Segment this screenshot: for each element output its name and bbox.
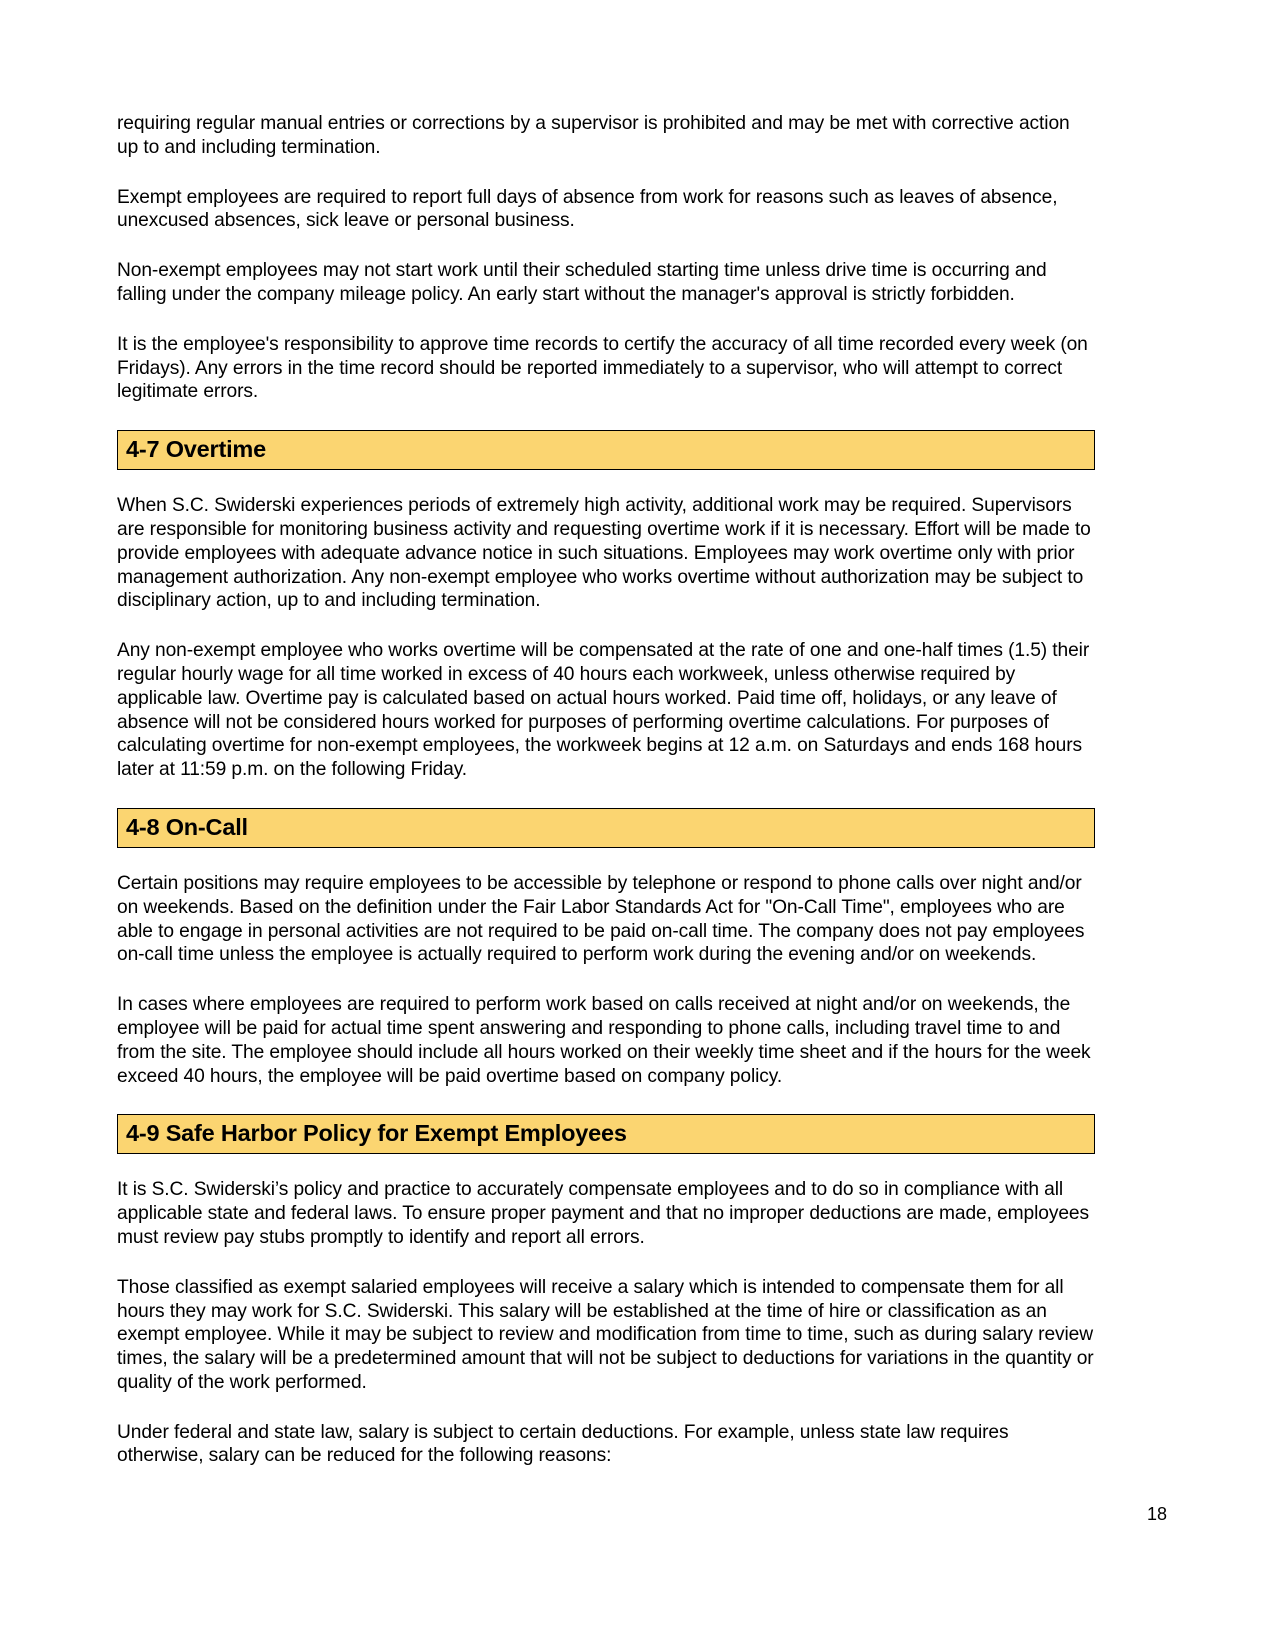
- paragraph-overtime-high-activity: When S.C. Swiderski experiences periods of extremely high activity, additional work may be required. Supervisors are responsible for monitoring business activity and requesting overtime work if it is necessary. Effort will be made to provide employees with adequate advance notice in such situations. Employees may work overtime only with prior management authorization. Any non-exempt employee who works overtime without authorization may be subject to disciplinary action, up to and including termination.: [117, 495, 1091, 612]
- paragraph-exempt-salary-basis: Those classified as exempt salaried employees will receive a salary which is intended to compensate them for all hours they may work for S.C. Swiderski. This salary will be established at the time of hire or classification as an exempt employee. While it may be subject to review and modification from time to time, such as during salary review times, the salary will be a predetermined amount that will not be subject to deductions for variations in the quantity or quality of the work performed.: [117, 1276, 1094, 1393]
- section-heading-label: 4-7 Overtime: [126, 436, 266, 463]
- paragraph-exempt-absence-reporting: Exempt employees are required to report full days of absence from work for reasons such as leaves of absence, unexcused absences, sick leave or personal business.: [117, 186, 1058, 232]
- section-heading-4-7-overtime: [117, 430, 1095, 470]
- paragraph-nonexempt-start-time: Non-exempt employees may not start work until their scheduled starting time unless drive time is occurring and falling under the company mileage policy. An early start without the manager's approval is strictly forbidden.: [117, 260, 1047, 305]
- section-heading-label: 4-8 On-Call: [126, 813, 248, 840]
- paragraph-on-call-accessibility: Certain positions may require employees to be accessible by telephone or respond to phone calls over night and/or on weekends. Based on the definition under the Fair Labor Standards Act for "On-Call Time", employees who are able to engage in personal activities are not required to be paid on-call time. The company does not pay employees on-call time unless the employee is actually required to perform work during the evening and/or on weekends.: [117, 872, 1085, 966]
- section-heading-4-8-on-call: [117, 808, 1095, 848]
- section-heading-4-9-safe-harbor: [117, 1114, 1095, 1154]
- page-number: 18: [1146, 1504, 1167, 1524]
- page-content: [117, 112, 1095, 1494]
- paragraph-on-call-payment: In cases where employees are required to perform work based on calls received at night and/or on weekends, the employee will be paid for actual time spent answering and responding to phone calls, including travel time to and from the site. The employee should include all hours worked on their weekly time sheet and if the hours for the week exceed 40 hours, the employee will be paid overtime based on company policy.: [117, 994, 1091, 1087]
- section-heading-label: 4-9 Safe Harbor Policy for Exempt Employees: [126, 1120, 627, 1147]
- paragraph-overtime-rate: Any non-exempt employee who works overtime will be compensated at the rate of one and one-half times (1.5) their regular hourly wage for all time worked in excess of 40 hours each workweek, unless otherwise required by applicable law. Overtime pay is calculated based on actual hours worked. Paid time off, holidays, or any leave of absence will not be considered hours worked for purposes of performing overtime calculations. For purposes of calculating overtime for non-exempt employees, the workweek begins at 12 a.m. on Saturdays and ends 168 hours later at 11:59 p.m. on the following Friday.: [117, 640, 1090, 781]
- paragraph-approve-time-records: It is the employee's responsibility to approve time records to certify the accuracy of all time recorded every week (on Fridays). Any errors in the time record should be reported immediately to a supervisor, who will attempt to correct legitimate errors.: [117, 333, 1088, 403]
- paragraph-salary-deductions-intro: Under federal and state law, salary is subject to certain deductions. For example, unless state law requires otherwise, salary can be reduced for the following reasons:: [117, 1421, 1009, 1467]
- paragraph-safe-harbor-compliance: It is S.C. Swiderski’s policy and practice to accurately compensate employees and to do so in compliance with all applicable state and federal laws. To ensure proper payment and that no improper deductions are made, employees must review pay stubs promptly to identify and report all errors.: [117, 1179, 1089, 1248]
- paragraph-manual-entries: requiring regular manual entries or corrections by a supervisor is prohibited and may be met with corrective action up to and including termination.: [117, 113, 1070, 158]
